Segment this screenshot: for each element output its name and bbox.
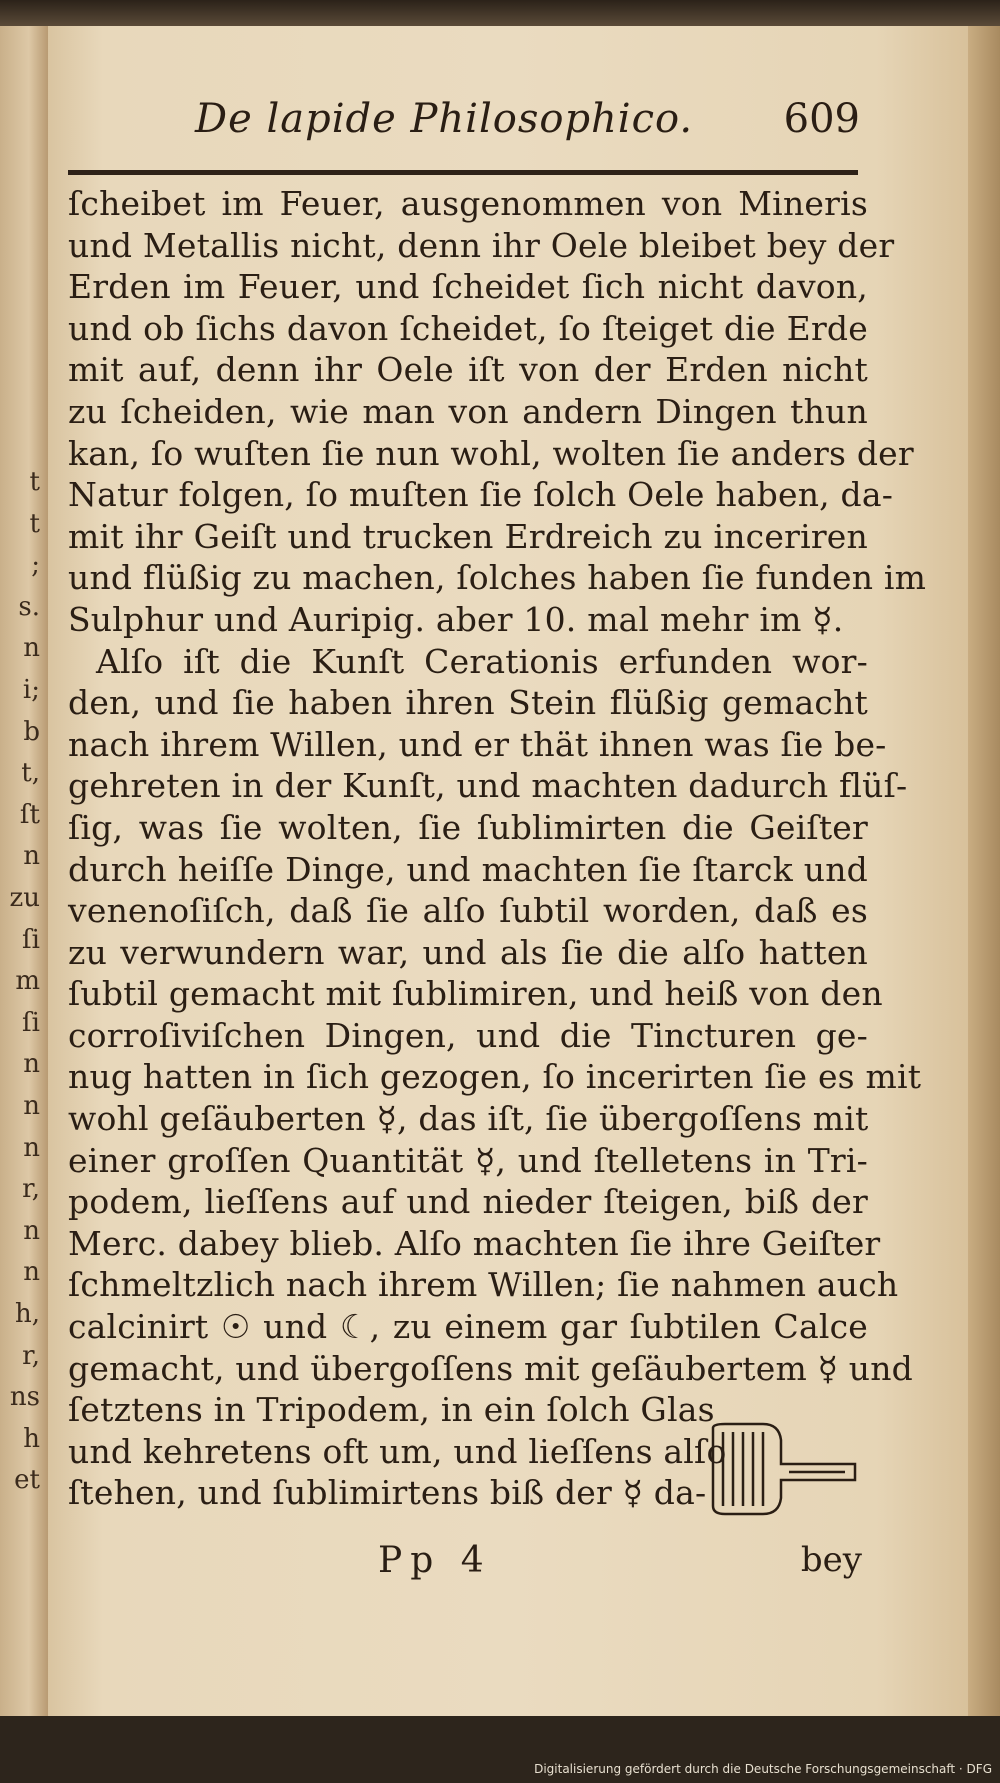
- text-line: gehreten in der Kunſt, und machten dadurch flüſ-: [68, 766, 908, 806]
- facing-page-fragment: ſi: [22, 924, 40, 955]
- text-line: ſchmeltzlich nach ihrem Willen; ſie nahmen auch: [68, 1265, 899, 1305]
- catchword: bey: [800, 1540, 862, 1580]
- text-line: ſubtil gemacht mit ſublimiren, und heiß von den: [68, 974, 883, 1014]
- facing-page-fragment: n: [23, 633, 40, 664]
- text-line: Merc. dabey blieb. Alſo machten ſie ihre Geiſter: [68, 1223, 881, 1263]
- facing-page-fragment: n: [23, 1132, 40, 1163]
- body-text: [68, 183, 927, 1514]
- facing-page-fragment: ns: [9, 1382, 40, 1413]
- facing-page-fragment: r,: [22, 1340, 40, 1371]
- text-line: calcinirt ☉ und ☾, zu einem gar ſubtilen Calce: [68, 1307, 868, 1347]
- text-line: podem, lieſſens auf und nieder ſteigen, biß der: [68, 1182, 868, 1222]
- facing-page-fragment: n: [23, 1257, 40, 1288]
- facing-page-fragment: ;: [31, 550, 40, 581]
- facing-page-fragment: t: [29, 508, 40, 539]
- facing-page-edge: [0, 26, 48, 1716]
- text-line: nach ihrem Willen, und er thät ihnen was ſie be-: [68, 724, 887, 764]
- text-line: Sulphur und Auripig. aber 10. mal mehr im ☿.: [68, 599, 844, 639]
- facing-page-fragment: n: [23, 1215, 40, 1246]
- facing-page-fragment: s.: [18, 591, 40, 622]
- facing-page-fragment: t,: [21, 758, 40, 789]
- text-line: wohl geſäuberten ☿, das iſt, ſie übergoſſens mit: [68, 1099, 869, 1139]
- page-header: [195, 96, 860, 152]
- text-line: den, und ſie haben ihren Stein flüßig gemacht: [68, 683, 868, 723]
- text-line: zu verwundern war, und als ſie die alſo hatten: [68, 932, 868, 972]
- text-line: einer groſſen Quantität ☿, und ſtelletens in Tri-: [68, 1140, 868, 1180]
- text-line: und Metallis nicht, denn ihr Oele bleibet bey der: [68, 225, 895, 265]
- text-line: Alſo iſt die Kunſt Cerationis erfunden wor-: [96, 641, 868, 681]
- facing-page-fragment: et: [14, 1465, 40, 1496]
- text-line: nug hatten in ſich gezogen, ſo incerirten ſie es mit: [68, 1057, 922, 1097]
- text-line: venenoſiſch, daß ſie alſo ſubtil worden, daß es: [68, 891, 868, 931]
- page-number: 609: [783, 96, 860, 142]
- text-line: durch heiſſe Dinge, und machten ſie ſtarck und: [68, 849, 868, 889]
- facing-page-fragment: i;: [22, 675, 40, 705]
- text-line: ſetztens in Tripodem, in ein ſolch Glas: [68, 1390, 715, 1430]
- facing-page-fragment: b: [23, 716, 40, 747]
- page-stack-edge: [968, 26, 1000, 1716]
- facing-page-fragment: ſi: [22, 1007, 40, 1038]
- glass-vessel-illustration: [705, 1418, 865, 1518]
- text-line: gemacht, und übergoſſens mit geſäubertem ☿ und: [68, 1348, 913, 1388]
- text-line: ſtehen, und ſublimirtens biß der ☿ da-: [68, 1473, 707, 1513]
- text-line: ſcheibet im Feuer, ausgenommen von Mineris: [68, 184, 868, 223]
- page-footer: [68, 1540, 868, 1588]
- facing-page-fragment: r,: [22, 1174, 40, 1205]
- scan-top-border: [0, 0, 1000, 26]
- facing-page-fragment: h: [23, 1423, 40, 1454]
- facing-page-fragment: zu: [9, 883, 40, 913]
- text-line: ſig, was ſie wolten, ſie ſublimirten die Geiſter: [68, 807, 868, 847]
- text-line: mit ihr Geiſt und trucken Erdreich zu inceriren: [68, 516, 868, 556]
- text-line: und flüßig zu machen, ſolches haben ſie funden im: [68, 558, 927, 598]
- text-line: corroſiviſchen Dingen, und die Tincturen ge-: [68, 1015, 868, 1055]
- facing-page-fragment: n: [23, 1091, 40, 1121]
- running-title: De lapide Philosophico.: [195, 96, 694, 142]
- facing-page-fragment: m: [15, 966, 40, 997]
- text-line: zu ſcheiden, wie man von andern Dingen thun: [68, 391, 868, 431]
- signature-mark: Pp 4: [378, 1540, 492, 1581]
- facing-page-fragment: t: [29, 467, 40, 497]
- text-line: Natur folgen, ſo muſten ſie ſolch Oele haben, da-: [68, 475, 894, 515]
- facing-page-fragment: n: [23, 841, 40, 872]
- text-line: kan, ſo wuſten ſie nun wohl, wolten ſie anders der: [68, 433, 914, 473]
- facing-page-fragment: ſt: [19, 799, 40, 830]
- text-line: und kehretens oft um, und lieſſens alſo: [68, 1431, 727, 1471]
- text-line: Erden im Feuer, und ſcheidet ſich nicht davon,: [68, 267, 868, 307]
- text-line: mit auf, denn ihr Oele iſt von der Erden nicht: [68, 350, 868, 390]
- facing-page-fragment: n: [23, 1049, 40, 1080]
- facing-page-fragment: h,: [14, 1299, 40, 1329]
- header-rule: [68, 170, 858, 175]
- digitization-credit: Digitalisierung gefördert durch die Deutsche Forschungsgemeinschaft · DFG: [534, 1762, 992, 1776]
- text-line: und ob ſichs davon ſcheidet, ſo ſteiget die Erde: [68, 308, 868, 348]
